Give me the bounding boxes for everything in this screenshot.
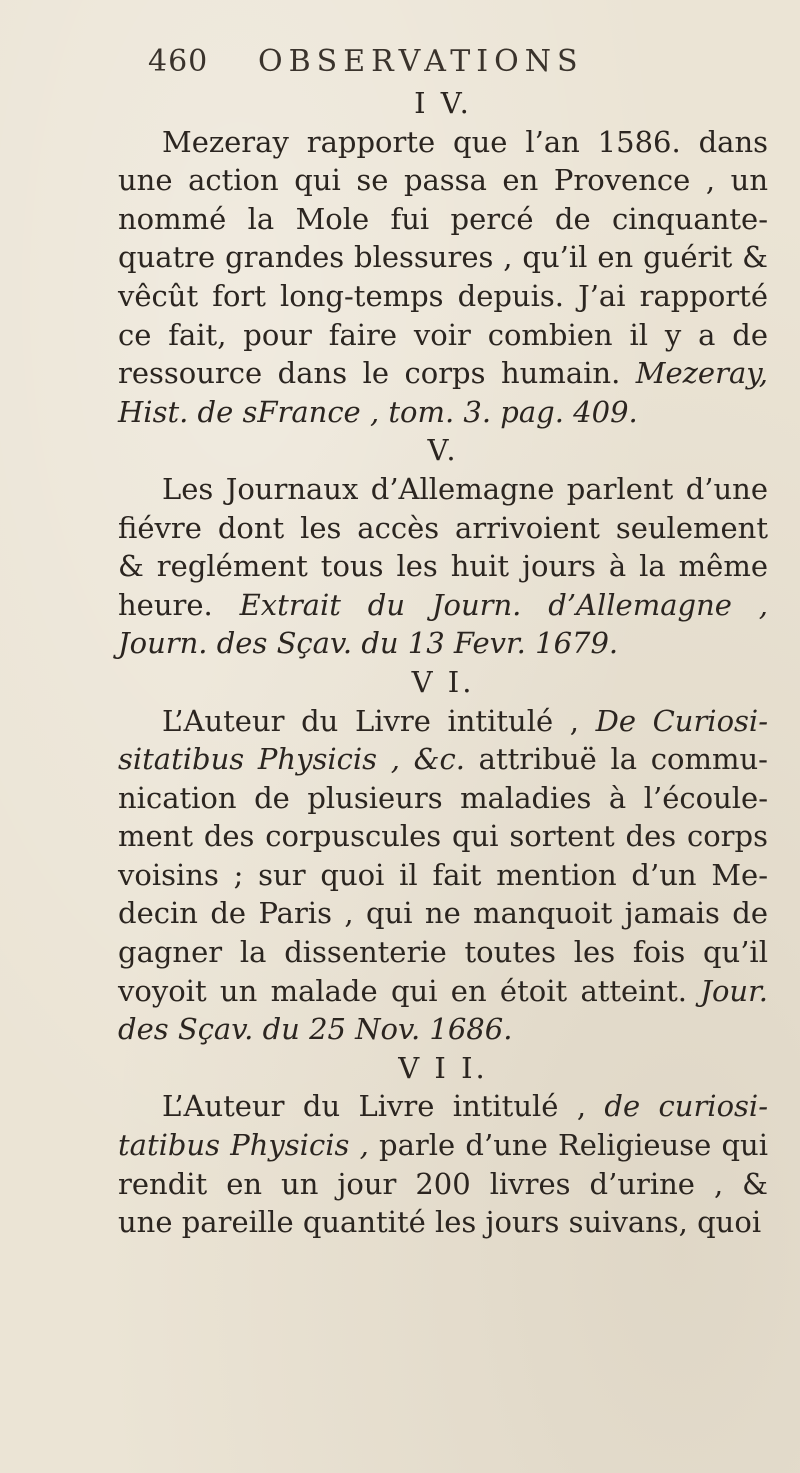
text-run: vêcût fort long-temps depuis. J’ai rapporté [118, 278, 768, 313]
page-number: 460 [148, 44, 209, 79]
text-line [118, 161, 768, 200]
text-run: decin de Paris , qui ne manquoit jamais de [118, 896, 768, 931]
text-line [118, 817, 768, 856]
italic-run: Journ. des Sçav. du 13 Fevr. 1679. [118, 626, 619, 661]
text-run: une pareille quantité les jours suivans, quoi [118, 1205, 762, 1240]
text-line [118, 123, 768, 162]
text-run: quatre grandes blessures , qu’il en guérit & [118, 240, 768, 275]
text-run: L’Auteur du Livre intitulé , [162, 703, 596, 738]
text-line [118, 972, 768, 1011]
running-header [148, 44, 648, 84]
section-numeral: I V. [414, 86, 472, 120]
text-line [118, 1165, 768, 1204]
text-line [118, 316, 768, 355]
text-run: rendit en un jour 200 livres d’urine , & [118, 1166, 768, 1201]
text-line [118, 894, 768, 933]
text-run: gagner la dissenterie toutes les fois qu’il [118, 935, 768, 970]
text-run: une action qui se passa en Provence , un [118, 163, 768, 198]
section-numeral: V I I. [398, 1050, 488, 1085]
text-line [118, 702, 768, 741]
text-line [118, 393, 788, 432]
text-line [118, 1203, 788, 1242]
text-line [118, 238, 768, 277]
text-line [118, 277, 768, 316]
text-line [118, 586, 768, 625]
text-line [118, 1010, 788, 1049]
text-run: fiévre dont les accès arrivoient seulement [118, 510, 768, 545]
text-run: voisins ; sur quoi il fait mention d’un Me- [118, 857, 768, 892]
text-line [118, 1126, 768, 1165]
italic-run: sitatibus Physicis , &c. [118, 742, 465, 777]
text-run: ressource dans le corps humain. [118, 356, 636, 391]
running-title: OBSERVATIONS [258, 44, 584, 79]
text-line [118, 470, 768, 509]
text-line [118, 200, 768, 239]
text-run: nommé la Mole fui percé de cinquante- [118, 201, 768, 236]
text-run: nication de plusieurs maladies à l’écoule- [118, 780, 768, 815]
body-text [118, 84, 788, 1242]
italic-run: De Curiosi- [595, 703, 768, 738]
text-run: ment des corpuscules qui sortent des corps [118, 819, 768, 854]
section-numeral: V I. [411, 664, 475, 699]
text-run: L’Auteur du Livre intitulé , [162, 1089, 605, 1124]
italic-run: de curiosi- [604, 1089, 768, 1124]
section-numeral: V. [427, 433, 459, 468]
italic-run: Jour. [700, 973, 768, 1008]
text-run: ce fait, pour faire voir combien il y a de [118, 317, 768, 352]
text-run: Les Journaux d’Allemagne parlent d’une [162, 471, 768, 506]
italic-run: Extrait du Journ. d’Allemagne , [239, 587, 768, 622]
text-line [118, 509, 768, 548]
italic-run: des Sçav. du 25 Nov. 1686. [118, 1012, 513, 1047]
italic-run: tatibus Physicis , [118, 1128, 369, 1163]
text-run: parle d’une Religieuse qui [368, 1128, 768, 1163]
text-line [118, 354, 768, 393]
text-run: & reglément tous les huit jours à la même [118, 549, 768, 584]
text-line [118, 740, 768, 779]
italic-run: Hist. de sFrance , tom. 3. pag. 409. [118, 394, 638, 429]
italic-run: Mezeray, [635, 356, 768, 391]
text-line [118, 624, 788, 663]
text-line [118, 547, 768, 586]
text-line [118, 933, 768, 972]
text-run: voyoit un malade qui en étoit atteint. [118, 973, 701, 1008]
text-run: heure. [118, 587, 240, 622]
text-run: Mezeray rapporte que l’an 1586. dans [162, 124, 768, 159]
text-line [118, 1087, 768, 1126]
text-run: attribuë la commu- [464, 742, 768, 777]
text-line [118, 856, 768, 895]
text-line [118, 779, 768, 818]
